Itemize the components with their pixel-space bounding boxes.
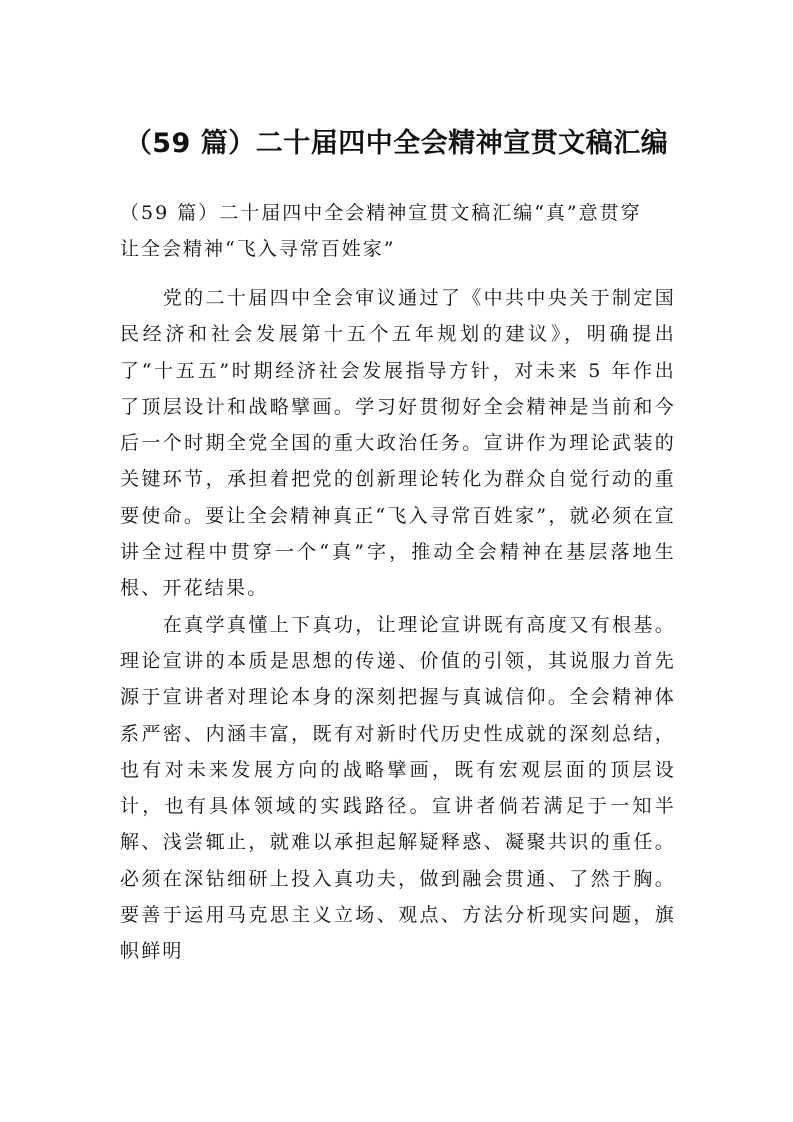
document-subtitle [120, 195, 680, 267]
body-paragraph: 在真学真懂上下真功，让理论宣讲既有高度又有根基。理论宣讲的本质是思想的传递、价值的引领，其说服力首先源于宣讲者对理论本身的深刻把握与真诚信仰。全会精神体系严密、内涵丰富，既有对新时代历史性成就的深刻总结，也有对未来发展方向的战略擘画，既有宏观层面的顶层设计，也有具体领域的实践路径。宣讲者倘若满足于一知半解、浅尝辄止，就难以承担起解疑释惑、凝聚共识的重任。必须在深钻细研上投入真功夫，做到融会贯通、了然于胸。要善于运用马克思主义立场、观点、方法分析现实问题，旗帜鲜明 [120, 613, 676, 963]
subtitle-line: 让全会精神“飞入寻常百姓家” [120, 238, 396, 260]
document-title: （59 篇）二十届四中全会精神宣贯文稿汇编 [124, 128, 669, 159]
subtitle-line: （59 篇）二十届四中全会精神宣贯文稿汇编“真”意贯穿 [120, 202, 642, 224]
body-paragraph: 党的二十届四中全会审议通过了《中共中央关于制定国民经济和社会发展第十五个五年规划的建议》，明确提出了“十五五”时期经济社会发展指导方针，对未来 5 年作出了顶层设计和战略擘画。学习好贯彻好全会精神是当前和今后一个时期全党全国的重大政治任务。宣讲作为理论武装的关键环节，承担着把党的创新理论转化为群众自觉行动的重要使命。要让全会精神真正“飞入寻常百姓家”，就必须在宣讲全过程中贯穿一个“真”字，推动全会精神在基层落地生根、开花结果。 [120, 287, 676, 600]
document-body [120, 280, 676, 970]
